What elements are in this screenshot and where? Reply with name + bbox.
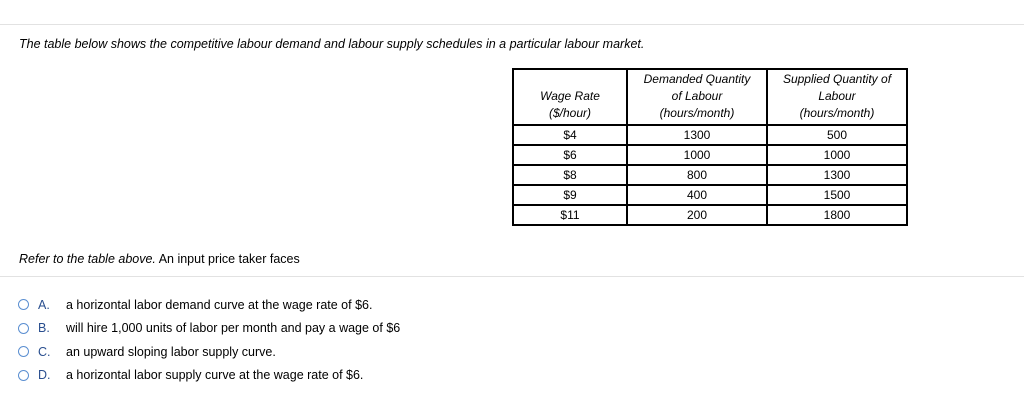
option-text: an upward sloping labor supply curve. [66,344,276,359]
option-text: a horizontal labor supply curve at the wage rate of $6. [66,368,364,383]
option-text: will hire 1,000 units of labor per month and pay a wage of $6 [66,321,401,336]
table-header-row [513,69,907,125]
table-row [513,165,907,185]
option-b[interactable] [18,317,400,341]
option-letter: D. [38,368,51,383]
table-row [513,125,907,145]
option-text: a horizontal labor demand curve at the wage rate of $6. [66,297,373,312]
cell-demanded: 1300 [627,125,767,145]
cell-supplied: 500 [767,125,907,145]
option-letter: C. [38,344,51,359]
cell-demanded: 200 [627,205,767,225]
cell-demanded: 400 [627,185,767,205]
cell-wage: $8 [513,165,627,185]
table-row [513,205,907,225]
cell-supplied: 1800 [767,205,907,225]
table-row [513,185,907,205]
radio-button-icon[interactable] [18,370,29,381]
cell-supplied: 1500 [767,185,907,205]
labour-schedule-table [512,68,908,226]
option-d[interactable] [18,364,400,388]
cell-wage: $6 [513,145,627,165]
cell-demanded: 800 [627,165,767,185]
question-reference: Refer to the table above. [19,252,156,266]
header-demanded-quantity: Demanded Quantity of Labour (hours/month) [627,69,767,125]
answer-options [18,293,400,387]
cell-wage: $11 [513,205,627,225]
cell-demanded: 1000 [627,145,767,165]
cell-supplied: 1000 [767,145,907,165]
option-c[interactable] [18,340,400,364]
table-row [513,145,907,165]
question-text: An input price taker faces [155,252,300,266]
option-letter: B. [38,321,50,336]
intro-text: The table below shows the competitive labour demand and labour supply schedules in a particular labour market. [19,37,645,51]
radio-button-icon[interactable] [18,299,29,310]
cell-supplied: 1300 [767,165,907,185]
radio-button-icon[interactable] [18,323,29,334]
radio-button-icon[interactable] [18,346,29,357]
cell-wage: $9 [513,185,627,205]
cell-wage: $4 [513,125,627,145]
option-letter: A. [38,297,50,312]
question-prompt [19,252,300,266]
option-a[interactable] [18,293,400,317]
question-divider [0,276,1024,277]
header-wage-rate: Wage Rate ($/hour) [513,69,627,125]
header-supplied-quantity: Supplied Quantity of Labour (hours/month) [767,69,907,125]
top-divider [0,24,1024,25]
